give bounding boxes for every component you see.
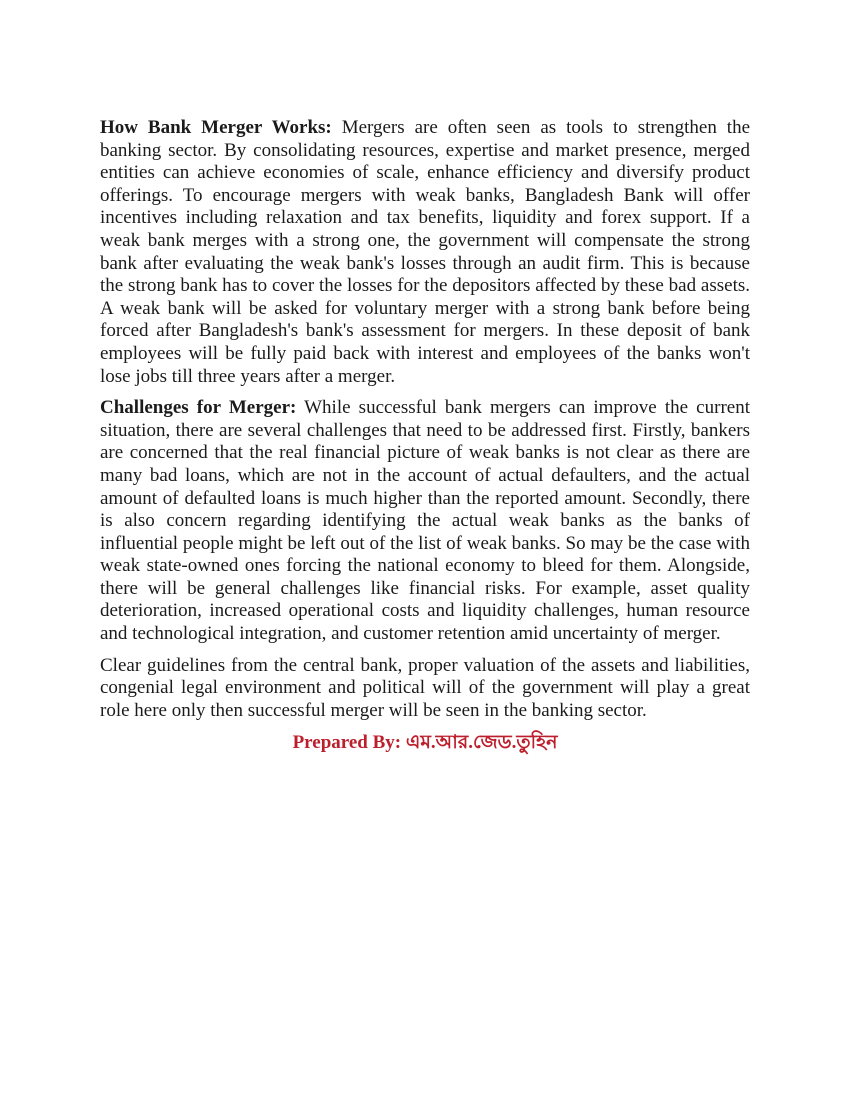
paragraph-body-text: Mergers are often seen as tools to strengthen the banking sector. By consolidating resources, expertise and market presence, merged entities can achieve economies of scale, enhance efficiency and diversify product offerings. To encourage mergers with weak banks, Bangladesh Bank will offer incentives including relaxation and tax benefits, liquidity and forex support. If a weak bank merges with a strong one, the government will compensate the strong bank after evaluating the weak bank's losses through an audit firm. This is because the strong bank has to cover the losses for the depositors affected by these bad assets. A weak bank will be asked for voluntary merger with a strong bank before being forced after Bangladesh's bank's assessment for mergers. In these deposit of bank employees will be fully paid back with interest and employees of the banks won't lose jobs till three years after a merger. <box>100 117 750 387</box>
paragraph-lead-bold: How Bank Merger Works: <box>100 117 332 138</box>
paragraph-body-text: While successful bank mergers can improve the current situation, there are several challenges that need to be addressed first. Firstly, bankers are concerned that the real financial picture of weak banks is not clear as there are many bad loans, which are not in the account of actual defaulters, and the actual amount of defaulted loans is much higher than the reported amount. Secondly, there is also concern regarding identifying the actual weak banks as the banks of influential people might be left out of the list of weak banks. So may be the case with weak state-owned ones forcing the national economy to bleed for them. Alongside, there will be general challenges like financial risks. For example, asset quality deterioration, increased operational costs and liquidity challenges, human resource and technological integration, and customer retention amid uncertainty of merger. <box>100 397 750 645</box>
paragraph-body-text: Clear guidelines from the central bank, proper valuation of the assets and liabilities, congenial legal environment and political will of the government will play a great role here only then successful merger will be seen in the banking sector. <box>100 654 750 721</box>
prepared-by-name: এম.আর.জেড.তুহিন <box>405 732 558 754</box>
paragraph-clear-guidelines <box>100 655 750 723</box>
paragraph-lead-bold: Challenges for Merger: <box>100 397 297 419</box>
paragraph-how-bank-merger-works <box>100 117 750 388</box>
prepared-by-line <box>100 731 750 755</box>
prepared-by-label: Prepared By: <box>292 732 402 754</box>
paragraph-challenges-for-merger <box>100 397 750 646</box>
